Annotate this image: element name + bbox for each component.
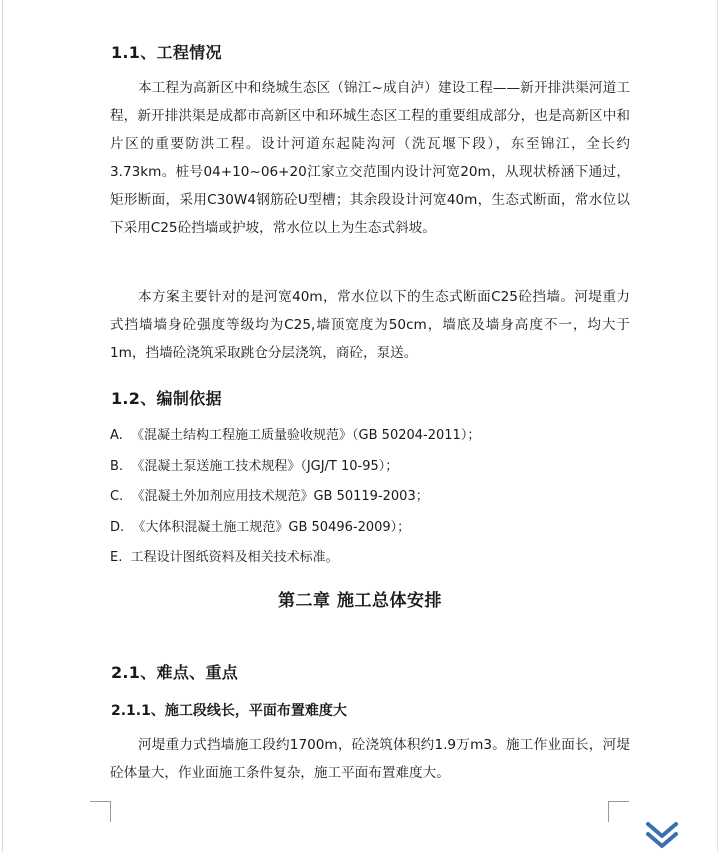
chapter-2-title: 第二章 施工总体安排: [278, 591, 442, 611]
double-chevron-down-icon[interactable]: [642, 818, 682, 852]
basis-item-a: A. 《混凝土结构工程施工质量验收规范》（GB 50204-2011）；: [110, 428, 481, 443]
section-2-1-1-paragraph: 河堤重力式挡墙施工段约1700m，砼浇筑体积约1.9万m3。施工作业面长，河堤砼体量大，作业面施工条件复杂，施工平面布置难度大。: [110, 737, 630, 781]
section-2-1-1-title: 2.1.1、施工段线长，平面布置难度大: [111, 703, 347, 719]
section-1-2-title: 1.2、编制依据: [111, 389, 222, 408]
basis-item-d: D. 《大体积混凝土施工规范》GB 50496-2009）；: [110, 520, 411, 535]
basis-item-b: B. 《混凝土泵送施工技术规程》（JGJ/T 10-95）；: [110, 459, 399, 474]
section-1-1-paragraph-1: 本工程为高新区中和绕城生态区（锦江~成自泸）建设工程——新开排洪渠河道工程，新开排洪渠是成都市高新区中和环城生态区工程的重要组成部分，也是高新区中和片区的重要防洪工程。设计河道东起陡沟河（洗瓦堰下段），东至锦江，全长约3.73km。桩号04+10~06+20江家立交范围内设计河宽20m，从现状桥涵下通过，矩形断面，采用C30W4钢筋砼U型槽；其余段设计河宽40m，生态式断面，常水位以下采用C25砼挡墙或护坡，常水位以上为生态式斜坡。: [110, 80, 630, 236]
section-2-1-title: 2.1、难点、重点: [111, 663, 239, 682]
page-corner-mark-left: [90, 801, 111, 822]
section-1-1-title: 1.1、工程情况: [111, 43, 222, 62]
basis-item-c: C. 《混凝土外加剂应用技术规范》GB 50119-2003；: [110, 489, 429, 504]
page-edge-right: [717, 0, 718, 852]
page-edge-left: [2, 0, 3, 852]
page-corner-mark-right: [608, 801, 629, 822]
section-1-1-paragraph-2: 本方案主要针对的是河宽40m，常水位以下的生态式断面C25砼挡墙。河堤重力式挡墙墙身砼强度等级均为C25,墙顶宽度为50cm，墙底及墙身高度不一，均大于1m，挡墙砼浇筑采取跳仓分层浇筑，商砼，泵送。: [110, 289, 630, 361]
basis-item-e: E. 工程设计图纸资料及相关技术标准。: [110, 550, 339, 565]
